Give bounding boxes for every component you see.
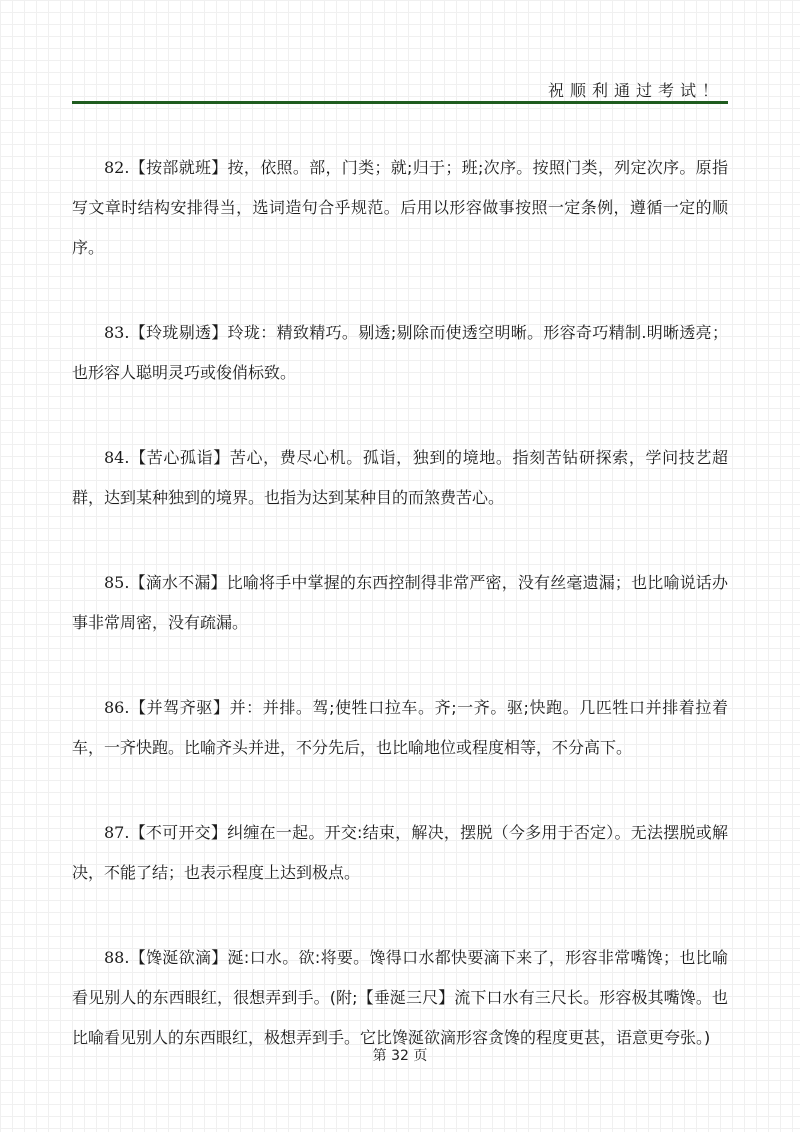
header-divider: [72, 101, 728, 104]
idiom-entry-86: [72, 688, 728, 768]
entry-number: 87.: [104, 823, 130, 842]
entry-number: 86.: [104, 698, 130, 717]
idiom-entry-82: [72, 148, 728, 268]
idiom-entry-87: [72, 813, 728, 893]
page-number: 第 32 页: [372, 1048, 428, 1064]
entry-text: 【苦心孤诣】苦心，费尽心机。孤诣，独到的境地。指刻苦钻研探索，学问技艺超群，达到某种独到的境界。也指为达到某种目的而煞费苦心。: [72, 448, 728, 507]
entry-text: 【馋涎欲滴】涎:口水。欲:将要。馋得口水都快要滴下来了，形容非常嘴馋；也比喻看见别人的东西眼红，很想弄到手。(附;【垂涎三尺】流下口水有三尺长。形容极其嘴馋。也比喻看见别人的东西眼红，极想弄到手。它比馋涎欲滴形容贪馋的程度更甚，语意更夸张。): [72, 948, 728, 1047]
entry-text: 【按部就班】按，依照。部，门类；就;归于；班;次序。按照门类，列定次序。原指写文章时结构安排得当，选词造句合乎规范。后用以形容做事按照一定条例，遵循一定的顺序。: [72, 158, 728, 257]
idiom-entry-83: [72, 313, 728, 393]
entry-text: 【玲珑剔透】玲珑：精致精巧。剔透;剔除而使透空明晰。形容奇巧精制.明晰透亮；也形容人聪明灵巧或俊俏标致。: [72, 323, 728, 382]
entry-text: 【并驾齐驱】并：并排。驾;使牲口拉车。齐;一齐。驱;快跑。几匹牲口并排着拉着车，一齐快跑。比喻齐头并进，不分先后，也比喻地位或程度相等，不分高下。: [72, 698, 728, 757]
entry-number: 82.: [104, 158, 130, 177]
entry-number: 88.: [104, 948, 130, 967]
entry-number: 85.: [104, 573, 130, 592]
entry-text: 【不可开交】纠缠在一起。开交:结束，解决，摆脱（今多用于否定）。无法摆脱或解决，不能了结；也表示程度上达到极点。: [72, 823, 728, 882]
header-motto: 祝顺利通过考试！: [547, 81, 724, 100]
idiom-entry-85: [72, 563, 728, 643]
idiom-entry-88: [72, 938, 728, 1058]
entry-number: 83.: [104, 323, 130, 342]
entry-text: 【滴水不漏】比喻将手中掌握的东西控制得非常严密，没有丝毫遗漏；也比喻说话办事非常周密，没有疏漏。: [72, 573, 728, 632]
idiom-entry-84: [72, 438, 728, 518]
entry-list: [72, 148, 728, 1103]
entry-number: 84.: [104, 448, 130, 467]
